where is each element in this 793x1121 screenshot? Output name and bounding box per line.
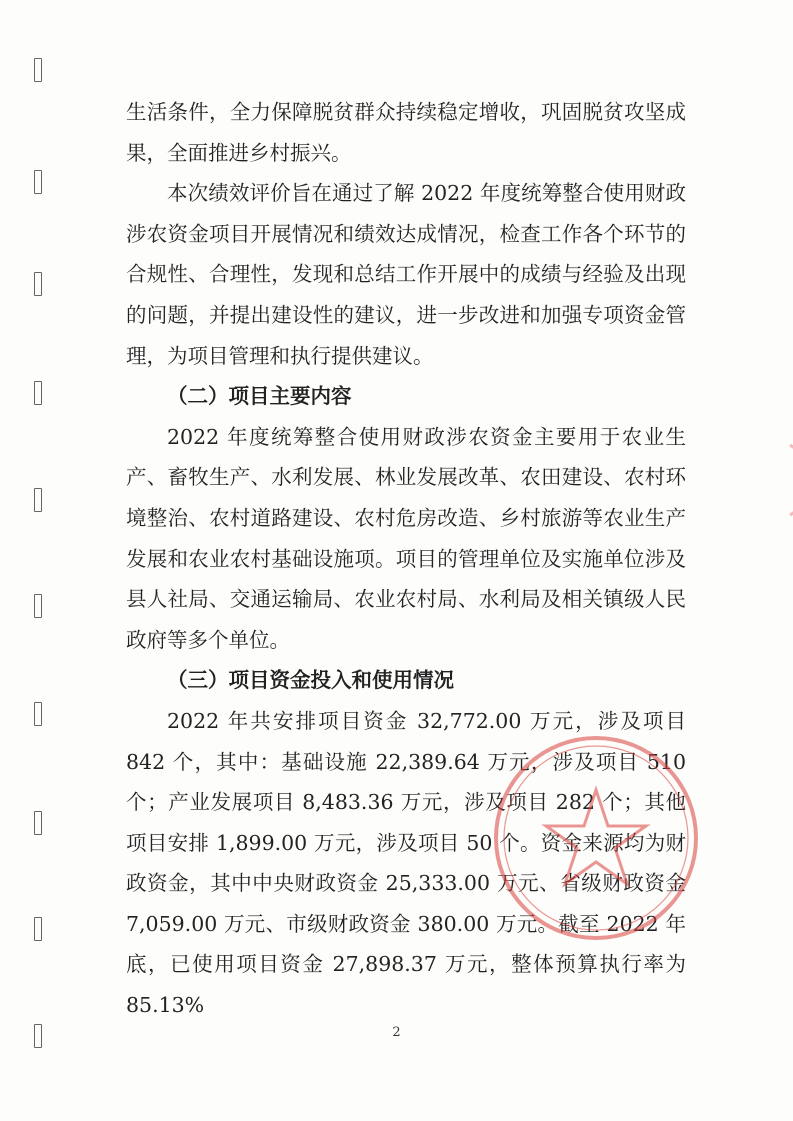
section-heading-funding: （三）项目资金投入和使用情况: [167, 668, 454, 693]
binding-hole: [34, 594, 42, 618]
paragraph-main-content: 2022 年度统筹整合使用财政涉农资金主要用于农业生产、畜牧生产、水利发展、林业发展改革、农田建设、农村环境整治、农村道路建设、农村危房改造、乡村旅游等农业生产发展和农业农村基础设施项。项目的管理单位及实施单位涉及县人社局、交通运输局、农业农村局、水利局及相关镇级人民政府等多个单位。: [126, 424, 686, 652]
binding-hole: [34, 917, 42, 941]
page-number: 2: [392, 1025, 401, 1040]
paragraph-funding: 2022 年共安排项目资金 32,772.00 万元，涉及项目 842 个，其中：基础设施 22,389.64 万元，涉及项目 510 个；产业发展项目 8,483.36 万元，涉及项目 282 个；其他项目安排 1,899.00 万元，涉及项目 50 个。资金来源均为财政资金，其中中央财政资金 25,333.00 万元、省级财政资金 7,059.00 万元、市级财政资金 380.00 万元。截至 2022 年底，已使用项目资金 27,898.37 万元，整体预算执行率为 85.13%: [126, 708, 686, 1018]
binding-hole: [34, 272, 42, 296]
section-heading-main-content: （二）项目主要内容: [167, 384, 352, 409]
binding-hole: [34, 381, 42, 405]
binding-hole: [34, 58, 42, 82]
binding-hole: [34, 811, 42, 835]
paragraph-purpose: 本次绩效评价旨在通过了解 2022 年度统筹整合使用财政涉农资金项目开展情况和绩效达成情况，检查工作各个环节的合规性、合理性，发现和总结工作开展中的成绩与经验及出现的问题，并提出建设性的建议，进一步改进和加强专项资金管理，为项目管理和执行提供建议。: [126, 181, 686, 368]
document-body: [126, 92, 686, 1026]
binding-hole: [34, 488, 42, 512]
binding-hole: [34, 702, 42, 726]
binding-hole: [34, 170, 42, 194]
paragraph-continued: 生活条件，全力保障脱贫群众持续稳定增收，巩固脱贫攻坚成果，全面推进乡村振兴。: [126, 100, 686, 165]
edge-seal-fragment: [760, 440, 793, 520]
